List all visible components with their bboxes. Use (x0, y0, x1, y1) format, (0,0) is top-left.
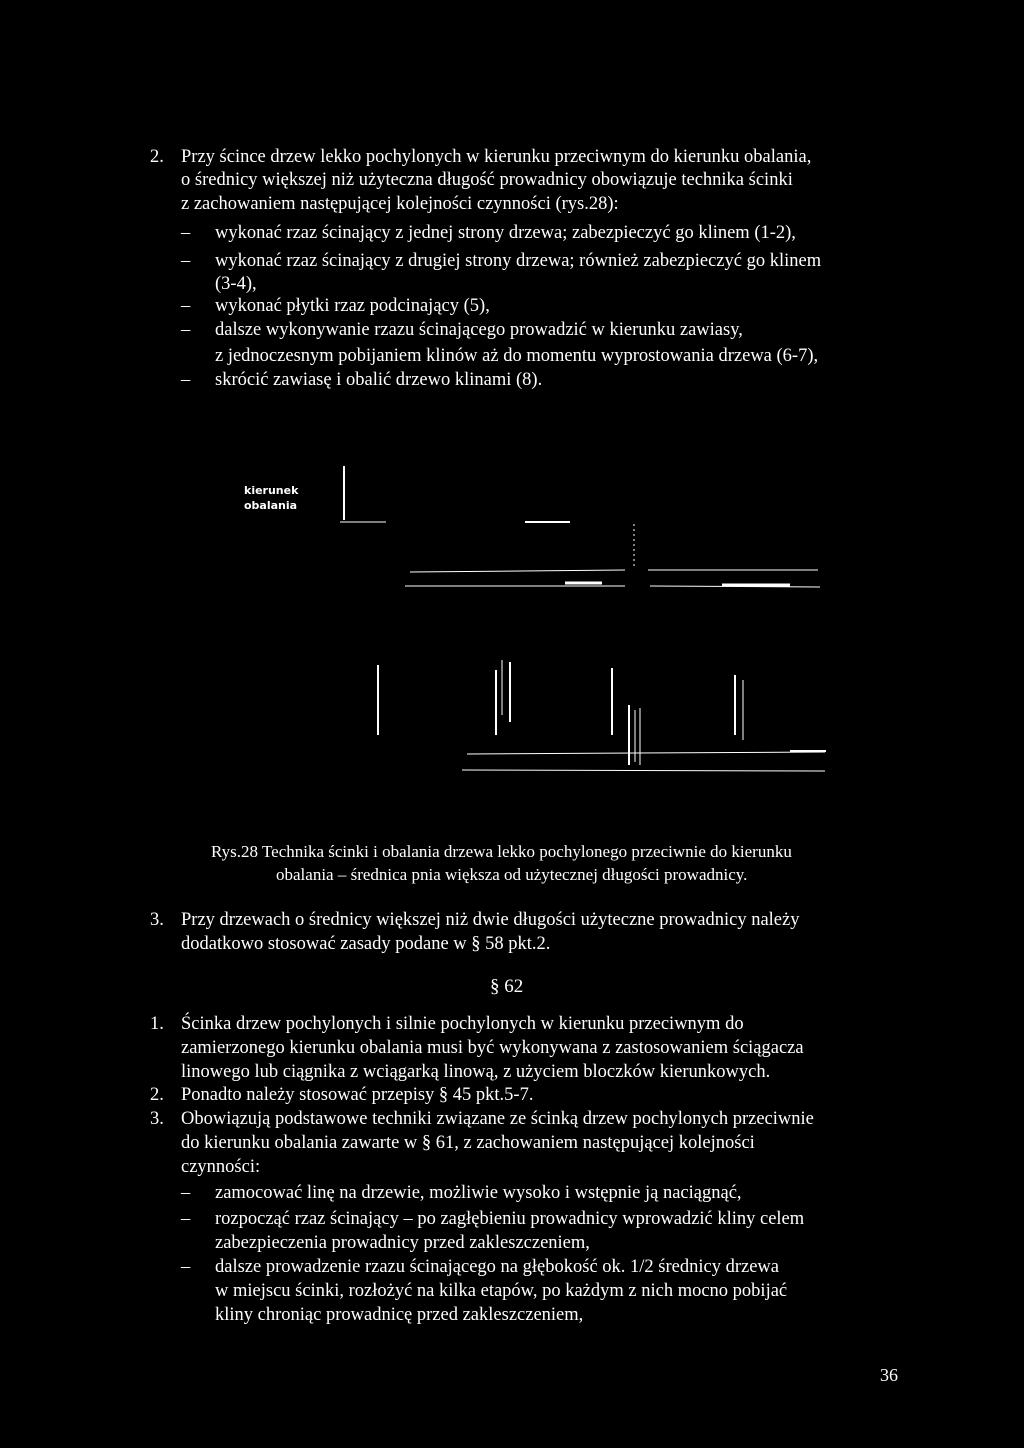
figure-caption-line2: obalania – średnica pnia większa od użytecznej długości prowadnicy. (276, 865, 748, 884)
paragraph-line: Ponadto należy stosować przepisy § 45 pkt.5-7. (181, 1085, 534, 1105)
paragraph-line: z zachowaniem następującej kolejności czynności (rys.28): (181, 194, 619, 214)
item-number: 2. (150, 147, 164, 167)
bullet-text: kliny chroniąc prowadnicę przed zakleszczeniem, (215, 1305, 584, 1325)
paragraph-line: dodatkowo stosować zasady podane w § 58 pkt.2. (181, 934, 551, 954)
bullet-dash: – (181, 1209, 191, 1229)
bullet-dash: – (181, 296, 191, 316)
bullet-text: skrócić zawiasę i obalić drzewo klinami (8). (215, 370, 543, 390)
paragraph-line: Ścinka drzew pochylonych i silnie pochylonych w kierunku przeciwnym do (181, 1014, 744, 1034)
bullet-text: wykonać rzaz ścinający z jednej strony drzewa; zabezpieczyć go klinem (1-2), (215, 223, 796, 243)
cut-lines-bottom (462, 751, 826, 771)
bullet-text: zabezpieczenia prowadnicy przed zakleszczeniem, (215, 1233, 590, 1253)
bullet-text: w miejscu ścinki, rozłożyć na kilka etapów, po każdym z nich mocno pobijać (215, 1281, 788, 1301)
bullet-text: (3-4), (215, 274, 257, 294)
bullet-text: z jednoczesnym pobijaniem klinów aż do momentu wyprostowania drzewa (6-7), (215, 346, 819, 366)
bullet-text: dalsze wykonywanie rzazu ścinającego prowadzić w kierunku zawiasy, (215, 320, 743, 340)
paragraph-line: Obowiązują podstawowe techniki związane ze ścinką drzew pochylonych przeciwnie (181, 1109, 814, 1129)
bullet-dash: – (181, 1183, 191, 1203)
bullet-text: dalsze prowadzenie rzazu ścinającego na głębokość ok. 1/2 średnicy drzewa (215, 1257, 779, 1277)
paragraph-line: do kierunku obalania zawarte w § 61, z zachowaniem następującej kolejności (181, 1133, 755, 1153)
felling-technique-figure (230, 460, 850, 790)
figure-label-line1: kierunek (244, 484, 299, 497)
bullet-text: wykonać płytki rzaz podcinający (5), (215, 296, 490, 316)
bullet-dash: – (181, 223, 191, 243)
paragraph-line: Przy drzewach o średnicy większej niż dwie długości użyteczne prowadnicy należy (181, 910, 800, 930)
paragraph-line: o średnicy większej niż użyteczna długość prowadnicy obowiązuje technika ścinki (181, 170, 793, 190)
bullet-text: zamocować linę na drzewie, możliwie wysoko i wstępnie ją naciągnąć, (215, 1183, 742, 1203)
figure-caption-line1: Rys.28 Technika ścinki i obalania drzewa lekko pochylonego przeciwnie do kierunku (211, 842, 792, 861)
paragraph-line: czynności: (181, 1157, 261, 1177)
page-number: 36 (880, 1365, 898, 1385)
item-number: 3. (150, 1109, 164, 1129)
bullet-dash: – (181, 1257, 191, 1277)
direction-arrow (340, 466, 386, 522)
bullet-text: wykonać rzaz ścinający z drugiej strony drzewa; również zabezpieczyć go klinem (215, 251, 822, 271)
bullet-dash: – (181, 370, 191, 390)
cut-lines-top (405, 522, 820, 587)
bullet-text: rozpocząć rzaz ścinający – po zagłębieniu prowadnicy wprowadzić kliny celem (215, 1209, 805, 1229)
paragraph-line: linowego lub ciągnika z wciągarką linową, z użyciem bloczków kierunkowych. (181, 1062, 771, 1082)
paragraph-line: Przy ścince drzew lekko pochylonych w kierunku przeciwnym do kierunku obalania, (181, 147, 812, 167)
wedge-marks (378, 660, 743, 765)
item-number: 2. (150, 1085, 164, 1105)
bullet-dash: – (181, 320, 191, 340)
figure-label-line2: obalania (244, 499, 298, 512)
section-heading: § 62 (490, 976, 524, 997)
item-number: 1. (150, 1014, 164, 1034)
figure-drawing (230, 460, 850, 790)
bullet-dash: – (181, 251, 191, 271)
item-number: 3. (150, 910, 164, 930)
paragraph-line: zamierzonego kierunku obalania musi być wykonywana z zastosowaniem ściągacza (181, 1038, 804, 1058)
